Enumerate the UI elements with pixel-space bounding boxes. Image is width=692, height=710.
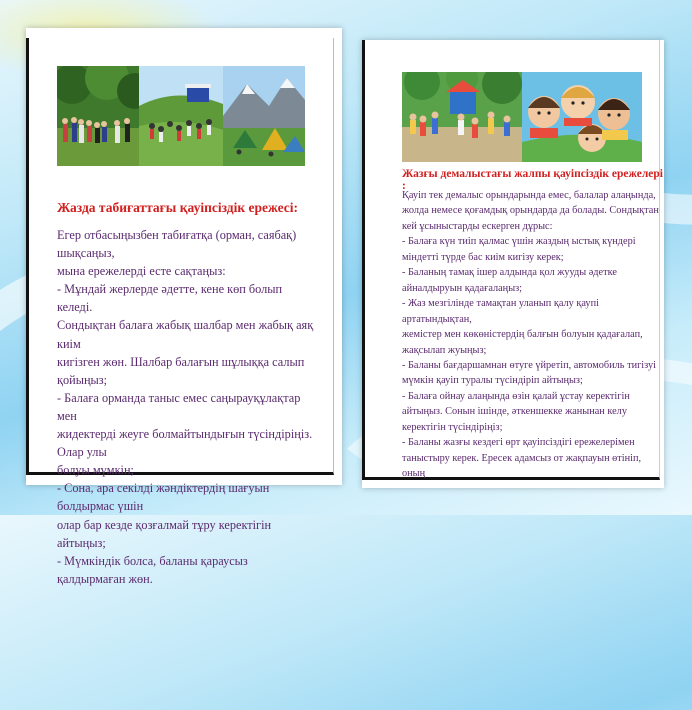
- children-collage-photo: [402, 72, 642, 162]
- left-page: [26, 28, 342, 586]
- text-line: - Мұндай жерлерде әдетте, кене көп болып келеді.: [57, 282, 283, 315]
- text-line: кей ұсыныстарды ескерген дұрыс:: [402, 220, 553, 232]
- text-line: жақсылап жуыңыз;: [402, 344, 487, 356]
- right-heading: Жазғы демалыстағы жалпы қауіпсіздік ережелері :: [402, 168, 663, 192]
- nature-collage-photo: [57, 66, 305, 166]
- text-line: Сондықтан балаға жабық шалбар мен жабық аяқ киім: [57, 318, 314, 351]
- text-line: кигізген жөн. Шалбар балағын шұлыққа салып қойыңыз;: [57, 354, 305, 387]
- text-line: - Мүмкіндік болса, баланы қараусыз қалдырмаған жөн.: [57, 553, 248, 586]
- text-line: олар бар кезде қозғалмай тұру керектігін айтыңыз;: [57, 517, 272, 550]
- text-line: айналдыруын қадағалаңыз;: [402, 282, 523, 294]
- text-line: керектігін түсіндіріңіз;: [402, 421, 503, 433]
- text-line: айтыңыз. Сонын ішінде, әткеншекке жанынан келу: [402, 406, 627, 418]
- text-line: - Балаға ойнау алаңында өзін қалай ұстау керектігін: [402, 390, 630, 402]
- text-line: міндетті түрде бас киім кигізу керек;: [402, 251, 564, 263]
- text-line: Қауіп тек демалыс орындарында емес, балалар алаңында,: [402, 190, 656, 201]
- text-line: - Балаға орманда таныс емес саңырауқұлақтар мен: [57, 390, 301, 423]
- left-body-text: [57, 226, 317, 588]
- left-heading: Жазда табиғаттағы қауіпсіздік ережесі:: [57, 200, 299, 215]
- text-line: жемістер мен көкөністердің балғын болуын қадағалап,: [402, 329, 643, 341]
- text-line: - Балаға күн тиіп қалмас үшін жаздың ыстық күндері: [402, 236, 636, 248]
- text-line: жолда немесе қоғамдық орындарда да болады. Сондықтан: [402, 205, 659, 217]
- text-line: - Сона, ара секілді жәндіктердің шағуын болдырмас үшін: [57, 481, 270, 514]
- text-line: - Баланың тамақ ішер алдында қол жууды әдетке: [402, 267, 617, 279]
- text-line: - Баланы жазғы кездегі өрт қауіпсіздігі ережелерімен: [402, 437, 635, 449]
- right-body-text: [402, 188, 664, 482]
- text-line: мүмкін қауіп туралы түсіндіріп айтыңыз;: [402, 375, 583, 387]
- text-line: мына ережелерді есте сақтаңыз:: [57, 264, 226, 279]
- text-line: жидектерді жеуге болмайтындығын түсіндіріңіз. Олар улы: [57, 427, 313, 460]
- text-line: таныстыру керек. Ересек адамсыз от жақпауын өтініп, оның: [402, 452, 642, 480]
- text-line: болуы мүмкін;: [57, 463, 134, 478]
- text-line: - Жаз мезгілінде тамақтан уланып қалу қаупі артатындықтан,: [402, 298, 599, 325]
- right-page: [362, 40, 664, 488]
- text-line: - Баланы бағдаршамнан өтуге үйретіп, автомобиль тигізуі: [402, 359, 657, 371]
- text-line: Егер отбасыңызбен табиғатқа (орман, саябақ) шықсаңыз,: [57, 228, 297, 261]
